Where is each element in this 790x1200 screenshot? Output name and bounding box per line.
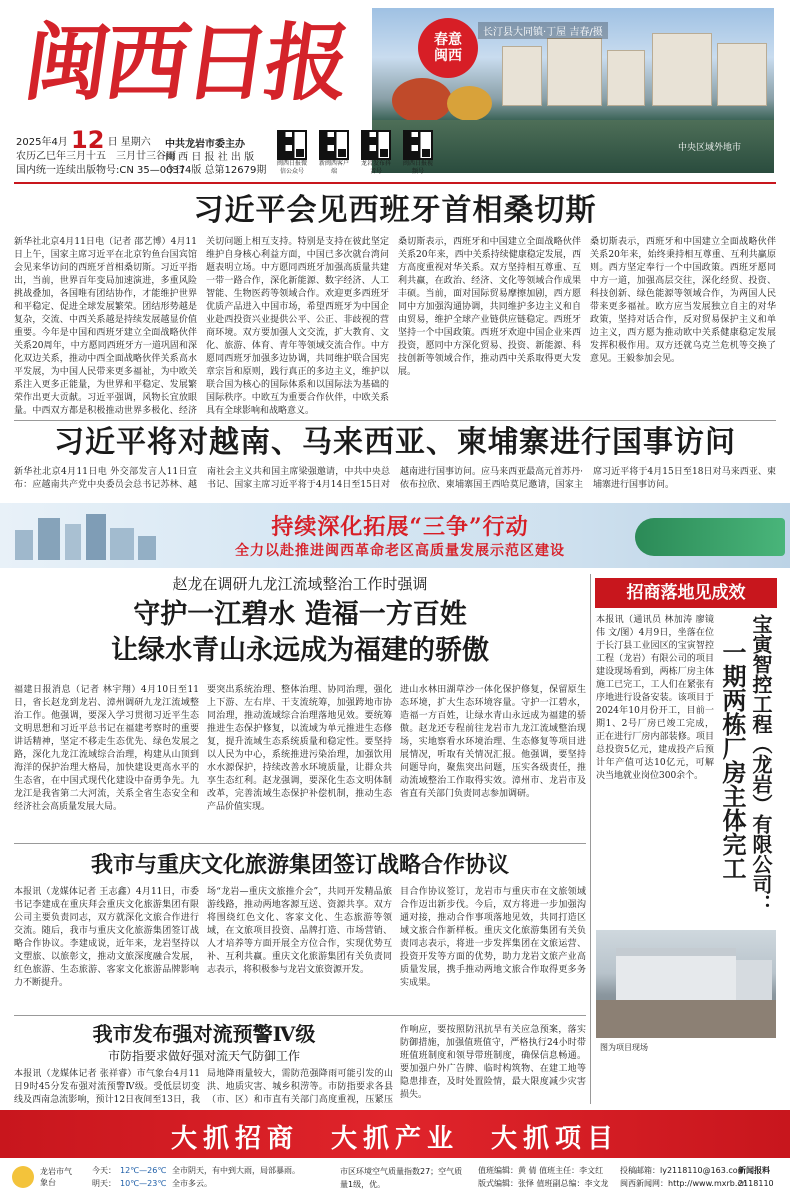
warning-col: 作响应，要按照防汛抗旱有关应急预案，落实防御措施，加强值班值守，严格执行24小时带班值班制度和领导带班制度，确保信息畅通。要加强户外广告牌、临时构筑物、在建工地等隐患排查，及时处置险情，最大限度减少灾害损失。 — [400, 1025, 586, 1100]
masthead-logo: 闽西日报 — [18, 13, 353, 112]
publisher-info: 中共龙岩市委主办 闽 西 日 报 社 出 版 今日4版 总第12679期 — [165, 139, 267, 176]
sidebar-body: 本报讯（通讯员 林加涛 廖镜伟 文/图）4月9日，坐落在位于长汀县工业园区的宝寅智控工程（龙岩）有限公司的项目建设现场看到，两栋厂房主体施工已完工，工人们在紧张有序地进行设备安装。该项目于2024年10月份开工，目前一期1、2号厂房已竣工完成，正在进行厂房内部装修。项目总投资5亿元，建成投产后预计年产值可达10亿元，可解决当地就业岗位300余个。 — [596, 615, 714, 781]
warning-col: 本报讯（龙媒体记者 张祥睿）市气象台4月11日9时45分发布强对流预警Ⅳ级。受低层切变线及西南急流影响，预计12日夜间至13日，我 — [14, 1069, 200, 1105]
temp-tomorrow: 10℃—23℃ — [120, 1179, 167, 1188]
train-graphic — [635, 518, 785, 556]
divider — [14, 843, 586, 844]
qr-code: 龙岩发布抖音号 — [359, 130, 393, 176]
city-skyline-graphic — [10, 510, 160, 560]
river-col: 进山水林田湖草沙一体化保护修复，保留原生态环境，扩大生态环境容量。守护一江碧水，造福一方百姓，让绿水青山永远成为福建的骄傲。赵龙还专程前往龙岩市九龙江流域整治现场，实地察看水环境治理、生态修复等项目进展情况，听取有关情况汇报。他强调，要坚持问题导向，聚焦突出问题，压实各级责任，推动流域整治工作取得实效。漳州市、龙岩市及省直有关部门负责同志参加调研。 — [400, 685, 586, 799]
hotline-number: 2118110 — [738, 1179, 774, 1188]
footer — [0, 1160, 790, 1200]
date-day: 12 — [71, 126, 105, 154]
river-kicker: 赵龙在调研九龙江流域整治工作时强调 — [172, 575, 428, 593]
warning-col: 局地降雨量较大，需防范强降雨可能引发的山洪、地质灾害、城乡积涝等。市防指要求各县（市、区）和市直有关部门高度重视，压紧压 — [207, 1069, 393, 1105]
photo-stamp: 中央区域外地市 — [678, 143, 742, 153]
weather-tomorrow-desc: 全市多云。 — [172, 1179, 212, 1188]
weather-today-label: 今天： — [92, 1166, 116, 1175]
photo-caption: 图为项目现场 — [600, 1043, 648, 1052]
website: 闽西新闻网：http://www.mxrb.cn — [620, 1179, 747, 1188]
chongqing-headline: 我市与重庆文化旅游集团签订战略合作协议 — [90, 852, 509, 878]
slogan-text: 大抓招商 大抓产业 大抓项目 — [170, 1124, 619, 1154]
visit-body: 新华社北京4月11日电 外交部发言人11日宣布：应越南共产党中央委员会总书记苏林、越南社会主义共和国主席梁强邀请，中共中央总书记、国家主席习近平将于4月14日至15日对越南进行国事访问。应马来西亚最高元首苏丹·依布拉欣、柬埔寨国王西哈莫尼邀请，国家主席习近平将于4月15日至18日对马来西亚、柬埔寨进行国事访问。 — [14, 467, 776, 490]
river-headline-1: 守护一江碧水 造福一方百姓 — [133, 599, 467, 630]
river-col: 福建日报消息（记者 林宇翔）4月10日至11日，省长赵龙到龙岩、漳州调研九龙江流域整治工作。他强调，要深入学习贯彻习近平生态文明思想和习近平总书记在福建考察时的重要讲话精神，坚定不移走生态优先、绿色发展之路，深化九龙江流域综合治理，构建从山顶到海洋的保护治理大格局，加快建设更高水平的生态省，在中国式现代化建设中奋勇争先。九龙江是我省第二大河流，关系全省生态安全和经济社会高质量发展大局。 — [14, 685, 199, 812]
temp-today: 12℃—26℃ — [120, 1166, 167, 1175]
editor-line-1: 值班编辑：黄 倩 值班主任：李文红 — [478, 1166, 604, 1175]
lead-col: 桑切斯表示，西班牙和中国建立全面战略伙伴关系20年来，西中关系持续健康稳定发展，西方高度重视对华关系。双方坚持相互尊重、互利共赢，在政治、经济、文化等领域合作成果丰硕。当前，面对国际贸易摩擦加剧，西方愿同中方加强沟通协调，共同维护多边主义和自由贸易，维护全球产业链供应链稳定。西班牙坚持一个中国政策。西班牙欢迎中国企业来西投资，愿同中方深化贸易、投资、新能源、科技创新等领域合作，推动西中关系取得更大发展。 — [398, 237, 581, 377]
editor-line-2: 版式编辑：张怿 值班副总编：李文龙 — [478, 1179, 609, 1188]
banner-title: 持续深化拓展“三争”行动 — [271, 514, 529, 540]
river-headline-2: 让绿水青山永远成为福建的骄傲 — [111, 635, 489, 666]
lead-col: 桑切斯表示，西班牙和中国建立全面战略伙伴关系20年来，始终秉持相互尊重、互利共赢原则。西方坚定奉行一个中国政策。西班牙愿同中方一道，加强高层交往，深化经贸、投资、科技创新、绿色能源等领域合作，为两国人民带来更多福祉。欧方应当发展独立自主的对华政策，坚持对话合作，反对贸易保护主义和单边主义，西方愿为推动欧中关系健康稳定发展发挥积极作用。双方还就乌克兰危机等交换了意见。王毅参加会见。 — [590, 237, 776, 364]
qr-codes — [275, 130, 435, 176]
warning-subhead: 市防指要求做好强对流天气防御工作 — [107, 1049, 300, 1063]
hotline-label: 新闻报料 — [738, 1166, 770, 1175]
chongqing-col: 目合作协议签订，龙岩市与重庆市在文旅领域合作迈出新步伐。今后，双方将进一步加强沟通对接，推动合作事项落地见效，共同打造区域文旅合作新样板。重庆文化旅游集团有关负责同志表示，将进一步发挥集团在文旅运营、投资开发等方面的优势，助力龙岩文旅产业高质量发展，携手推动两地文旅合作取得更多务实成果。 — [400, 887, 586, 988]
spring-badge: 春意 闽西 — [418, 18, 478, 78]
sun-icon — [12, 1166, 34, 1188]
air-quality: 市区环境空气质量指数27；空气质量1级，优。 — [340, 1167, 463, 1189]
lead-col: 关切问题上相互支持。特别是支持在彼此坚定维护自身核心利益方面，中国已多次就台湾问题表明立场。中方愿同西班牙加强高质量共建一带一路合作，深化新能源、数字经济、人工智能、生物医药等领域合作。欢迎更多西班牙优质产品进入中国市场，希望西班牙为中国企业赴西投资兴业提供公平、公正、非歧视的营商环境。双方要加强人文交流，扩大教育、文化、旅游、体育、青年等领域交流合作。中方愿同西班牙加强多边协调，共同维护联合国宪章宗旨和原则，践行真正的多边主义，维护以联合国为核心的国际体系和以国际法为基础的国际秩序。中欧互为重要合作伙伴，中欧关系具有全球影响和战略意义。 — [206, 237, 389, 416]
dateline: 2025年4月 12 日 星期六 农历乙巳年三月十五 三月廿三谷雨 国内统一连续出版物号:CN 35—0037 — [16, 126, 186, 176]
sidebar-tag: 招商落地见成效 — [595, 578, 777, 608]
weather-tomorrow-label: 明天： — [92, 1179, 116, 1188]
email: 投稿邮箱：ly2118110@163.com — [620, 1166, 746, 1175]
photo-caption: 长汀县大同镇·丁屋 吉春/摄 — [478, 22, 608, 39]
weather-label: 龙岩市气象台 — [40, 1167, 72, 1187]
river-col: 要突出系统治理、整体治理、协同治理，强化上下游、左右岸、干支流统筹，加强跨地市协同治理，推动流域综合治理落地见效。要统筹推进生态保护修复，以流域为单元推进生态修复，提升流域生态系统质量和稳定性。要坚持以人民为中心，系统推进污染治理，加强饮用水水源保护，持续改善水环境质量，让群众共享生态红利。赵龙强调，要深化生态文明体制改革，完善流域生态保护补偿机制，推动生态产品价值实现。 — [207, 685, 392, 812]
column-divider — [590, 574, 591, 1104]
chongqing-col: 本报讯（龙媒体记者 王志鑫）4月11日，市委书记李建成在重庆拜会重庆文化旅游集团有限公司主要负责同志，双方就深化文旅合作进行交流。随后，我市与重庆文化旅游集团签订战略合作协议。李建成说，近年来，龙岩坚持以文塑旅、以旅彰文，推动文旅深度融合发展，红色旅游、生态旅游、客家文化旅游品牌影响力不断提升。 — [14, 887, 199, 988]
warning-headline: 我市发布强对流预警Ⅳ级 — [92, 1022, 316, 1046]
qr-code: 闽西日报微信公众号 — [275, 130, 309, 176]
lead-col: 新华社北京4月11日电（记者 邵艺博）4月11日上午，国家主席习近平在北京钓鱼台国宾馆会见来华访问的西班牙首相桑切斯。习近平指出，当前，世界百年变局加速演进，多重风险挑战叠加，各国唯有团结协作，才能维护世界和平稳定、促进全球发展繁荣。团结形势越是复杂，交流、中西关系越是持续发展越显价值重要。今年是中国和西班牙建立全面战略伙伴关系20周年，中方愿同西班牙方一道巩固和深化双边关系，推动中西全面战略伙伴关系高水平发展，为中国人民带来更多福祉，为中欧关系注入更多正能量，为世界和平稳定、发展繁荣作出更大贡献。习近平强调，风物长宜放眼量。中西双方都是积极推动世界多极化、经济 — [14, 237, 197, 416]
sidebar-vertical-title-2: 一期两栋厂房主体完工 — [718, 640, 747, 880]
weather-today-desc: 全市阴天，有中到大雨，局部暴雨。 — [172, 1166, 300, 1175]
factory-photo — [596, 930, 776, 1038]
banner-subtitle: 全力以赴推进闽西革命老区高质量发展示范区建设 — [235, 543, 565, 559]
divider — [14, 1015, 586, 1016]
lead-headline: 习近平会见西班牙首相桑切斯 — [193, 193, 597, 228]
divider — [14, 420, 776, 421]
sidebar-vertical-title-1: 宝寅智控工程（龙岩）有限公司： — [749, 614, 773, 914]
visit-headline: 习近平将对越南、马来西亚、柬埔寨进行国事访问 — [54, 425, 736, 460]
qr-code: 闽西日报视频号 — [401, 130, 435, 176]
chongqing-col: 场“龙岩—重庆文旅推介会”，共同开发精品旅游线路，推动两地客源互送、资源共享。双方将围绕红色文化、客家文化、生态旅游等领域，在文旅项目投资、品牌打造、市场营销、人才培养等方面开展全方位合作，实现优势互补、互利共赢。重庆文化旅游集团有关负责同志表示，将积极参与龙岩文旅资源开发。 — [207, 887, 392, 975]
masthead-rule — [14, 182, 776, 184]
qr-code: 新闽西客户端 — [317, 130, 351, 176]
